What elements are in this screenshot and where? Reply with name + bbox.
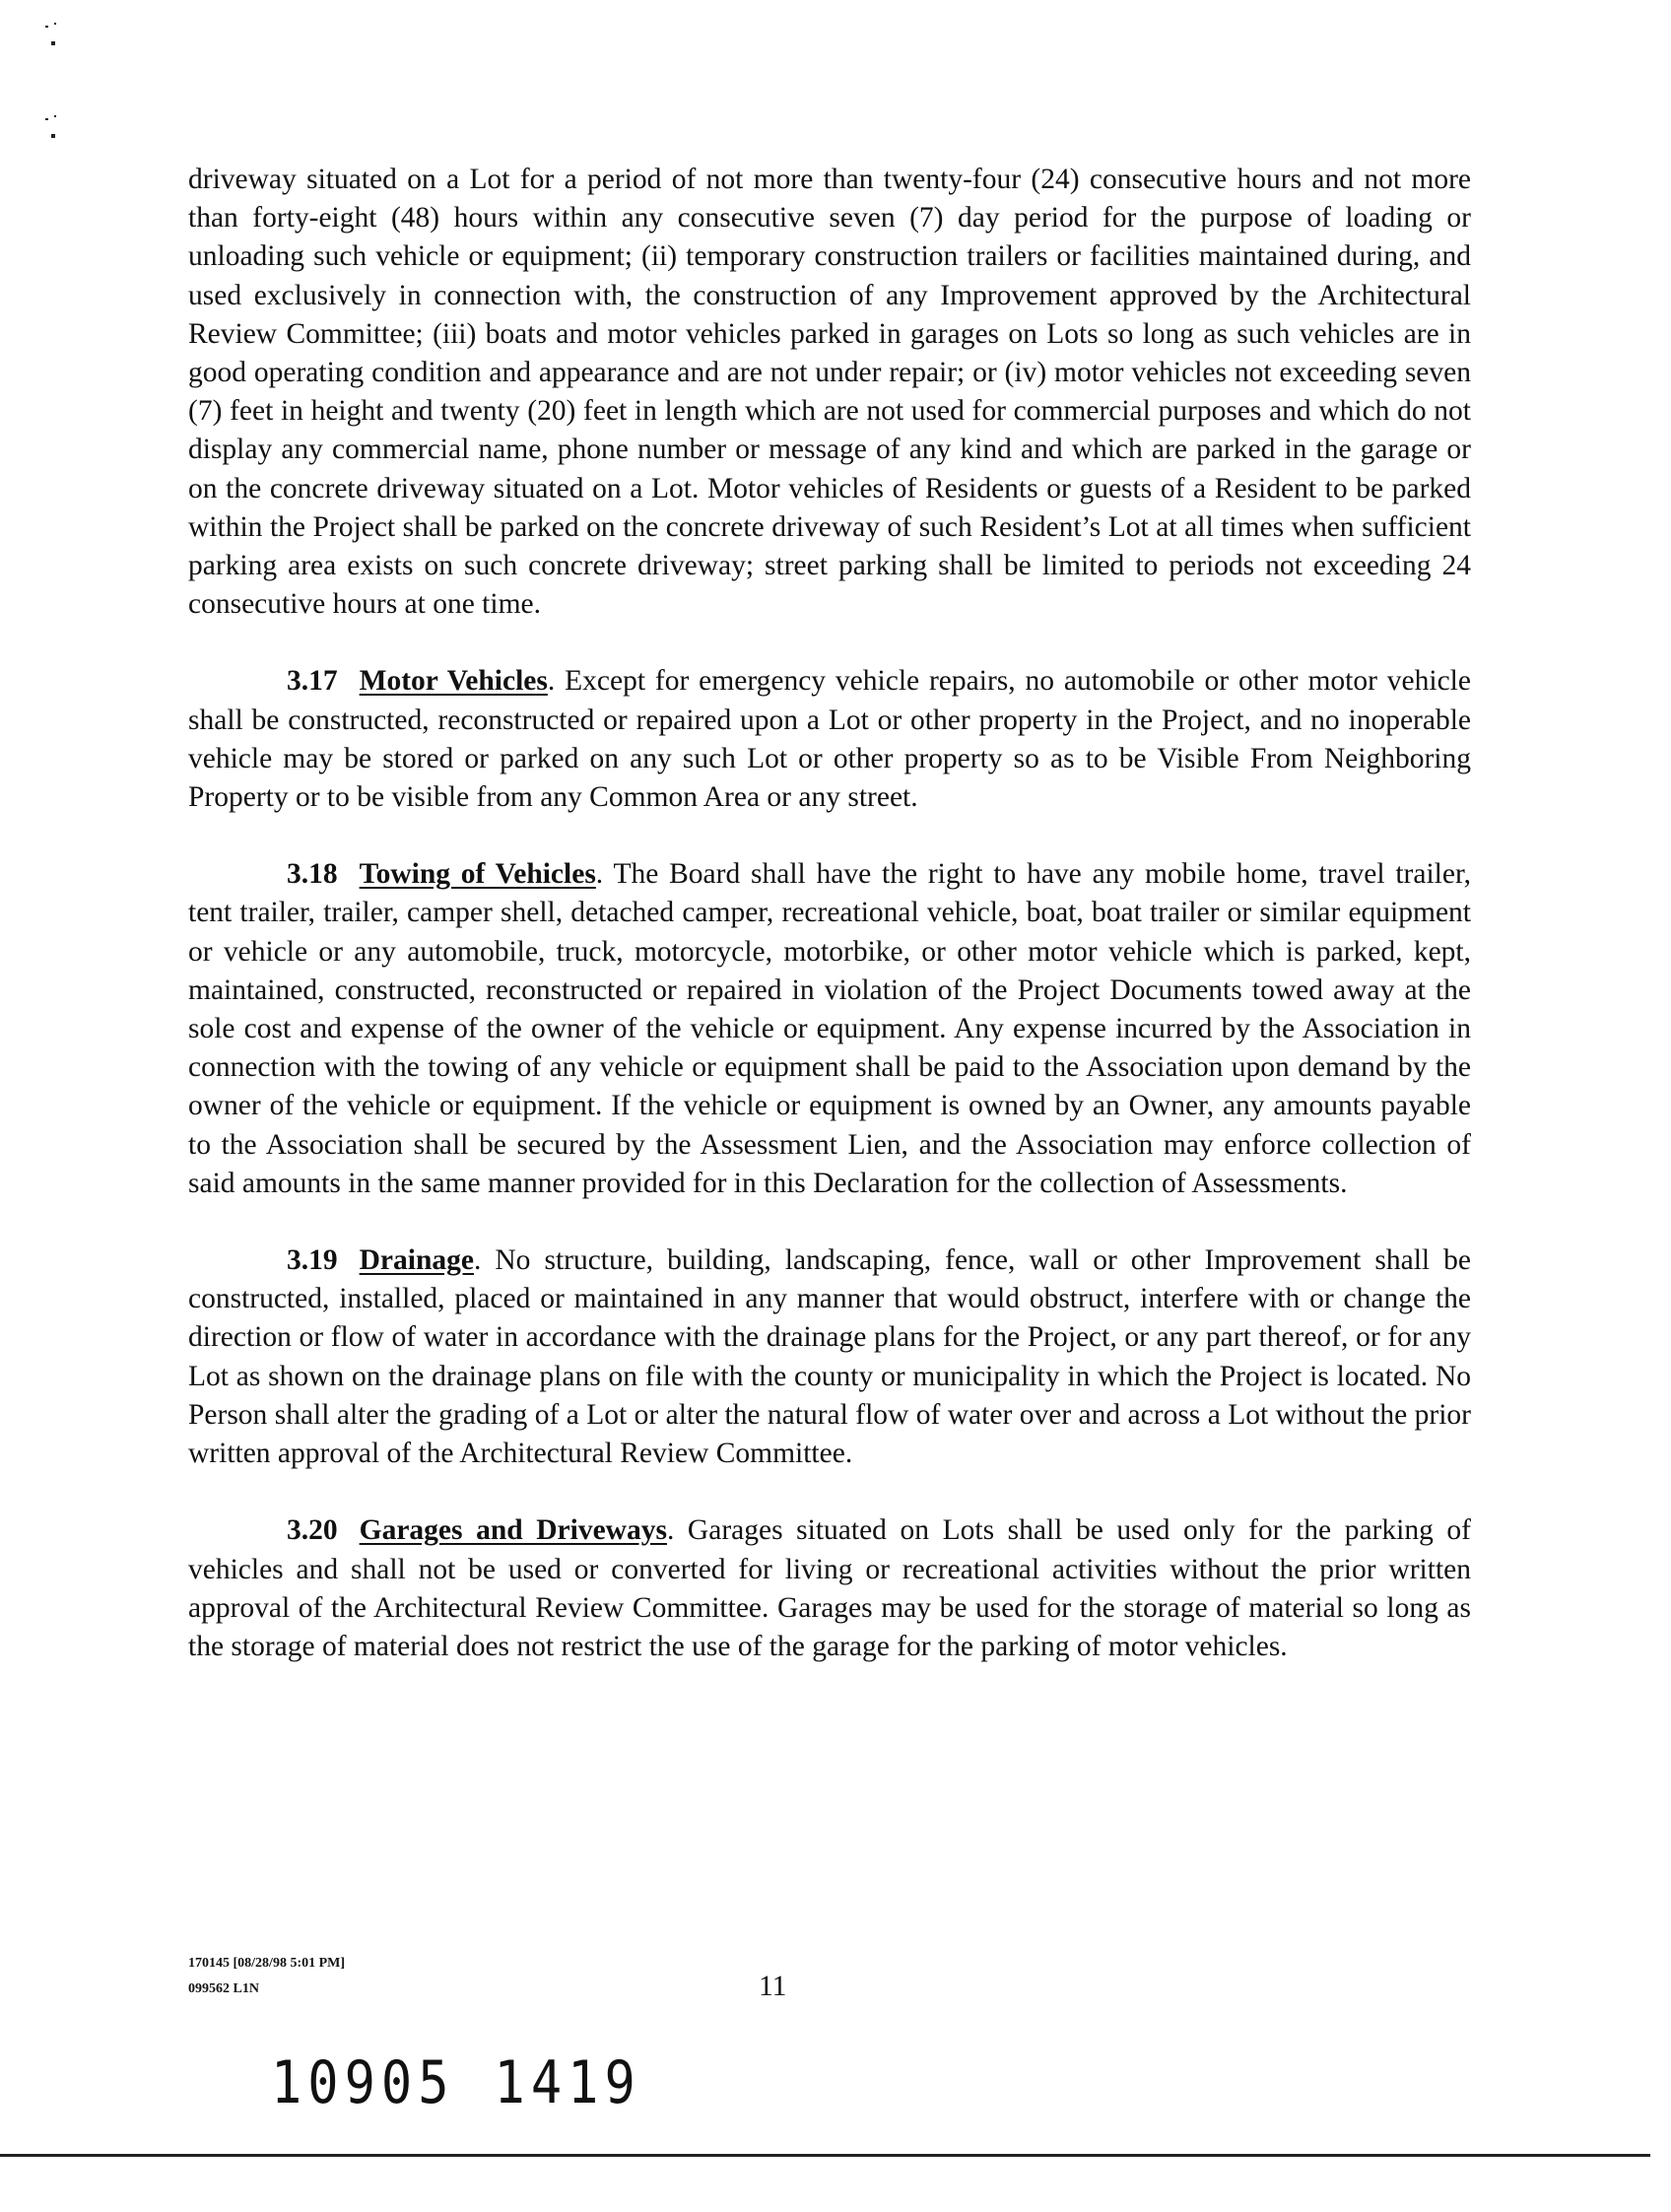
section-text: . The Board shall have the right to have any mobile home, travel trailer, tent trailer, trailer, camper shell, detached camper, recreational vehicle, boat, boat trailer or similar equipment or vehicle or any automobile, truck, motorcycle, motorbike, or other motor vehicle which is parked, kept, maintained, constructed, reconstructed or repaired in violation of the Project Documents towed away at the sole cost and expense of the owner of the vehicle or equipment. Any expense incurred by the Association in connection with the towing of any vehicle or equipment shall be paid to the Association upon demand by the owner of the vehicle or equipment. If the vehicle or equipment is owned by an Owner, any amounts payable to the Association shall be secured by the Assessment Lien, and the Association may enforce collection of said amounts in the same manner provided for in this Declaration for the collection of Assessments.: [188, 858, 1471, 1199]
section-title: Motor Vehicles: [359, 665, 548, 698]
section-text: . No structure, building, landscaping, fence, wall or other Improvement shall be constructed, installed, placed or maintained in any manner that would obstruct, interfere with or change the direction or flow of water in accordance with the drainage plans for the Project, or any part thereof, or for any Lot as shown on the drainage plans on file with the county or municipality in which the Project is located. No Person shall alter the grading of a Lot or alter the natural flow of water over and across a Lot without the prior written approval of the Architectural Review Committee.: [188, 1244, 1471, 1470]
recording-stamp: [271, 2049, 641, 2117]
section-number: 3.20: [287, 1514, 338, 1547]
continued-paragraph: driveway situated on a Lot for a period of not more than twenty-four (24) consecutive hours and not more than forty-eight (48) hours within any consecutive seven (7) day period for the purpose of loading or unloading such vehicle or equipment; (ii) temporary construction trailers or facilities maintained during, and used exclusively in connection with, the construction of any Improvement approved by the Architectural Review Committee; (iii) boats and motor vehicles parked in garages on Lots so long as such vehicles are in good operating condition and appearance and are not under repair; or (iv) motor vehicles not exceeding seven (7) feet in height and twenty (20) feet in length which are not used for commercial purposes and which do not display any commercial name, phone number or message of any kind and which are parked in the garage or on the concrete driveway situated on a Lot. Motor vehicles of Residents or guests of a Resident to be parked within the Project shall be parked on the concrete driveway of such Resident’s Lot at all times when sufficient parking area exists on such concrete driveway; street parking shall be limited to periods not exceeding 24 consecutive hours at one time.: [188, 164, 1471, 621]
section-number: 3.18: [287, 858, 338, 891]
section-title: Drainage: [359, 1244, 474, 1277]
section-number: 3.19: [287, 1244, 338, 1277]
bottom-rule: [0, 2154, 1650, 2157]
footer-doc-code: 099562 L1N: [188, 1981, 259, 1996]
footer-doc-ref: 170145 [08/28/98 5:01 PM]: [188, 1956, 346, 1971]
margin-marks: [39, 20, 79, 168]
footer-reference: [188, 1951, 345, 2002]
section-text: . Except for emergency vehicle repairs, no automobile or other motor vehicle shall be constructed, reconstructed or repaired upon a Lot or other property in the Project, and no inoperable vehicle may be stored or parked on any such Lot or other property so as to be Visible From Neighboring Property or to be visible from any Common Area or any street.: [188, 665, 1471, 814]
stamp-page: 1419: [494, 2049, 641, 2117]
section-3-20: [188, 1511, 1471, 1666]
section-3-19: [188, 1241, 1471, 1473]
page-number: 11: [759, 1971, 787, 2002]
section-title: Garages and Driveways: [359, 1514, 667, 1547]
section-3-18: [188, 855, 1471, 1203]
document-body: [188, 161, 1471, 1705]
stamp-book: 10905: [271, 2049, 455, 2117]
section-title: Towing of Vehicles: [359, 858, 596, 891]
section-number: 3.17: [287, 665, 338, 698]
section-text: . Garages situated on Lots shall be used only for the parking of vehicles and shall not be used or converted for living or recreational activities without the prior written approval of the Architectural Review Committee. Garages may be used for the storage of material so long as the storage of material does not restrict the use of the garage for the parking of motor vehicles.: [188, 1514, 1471, 1662]
section-3-17: [188, 662, 1471, 817]
